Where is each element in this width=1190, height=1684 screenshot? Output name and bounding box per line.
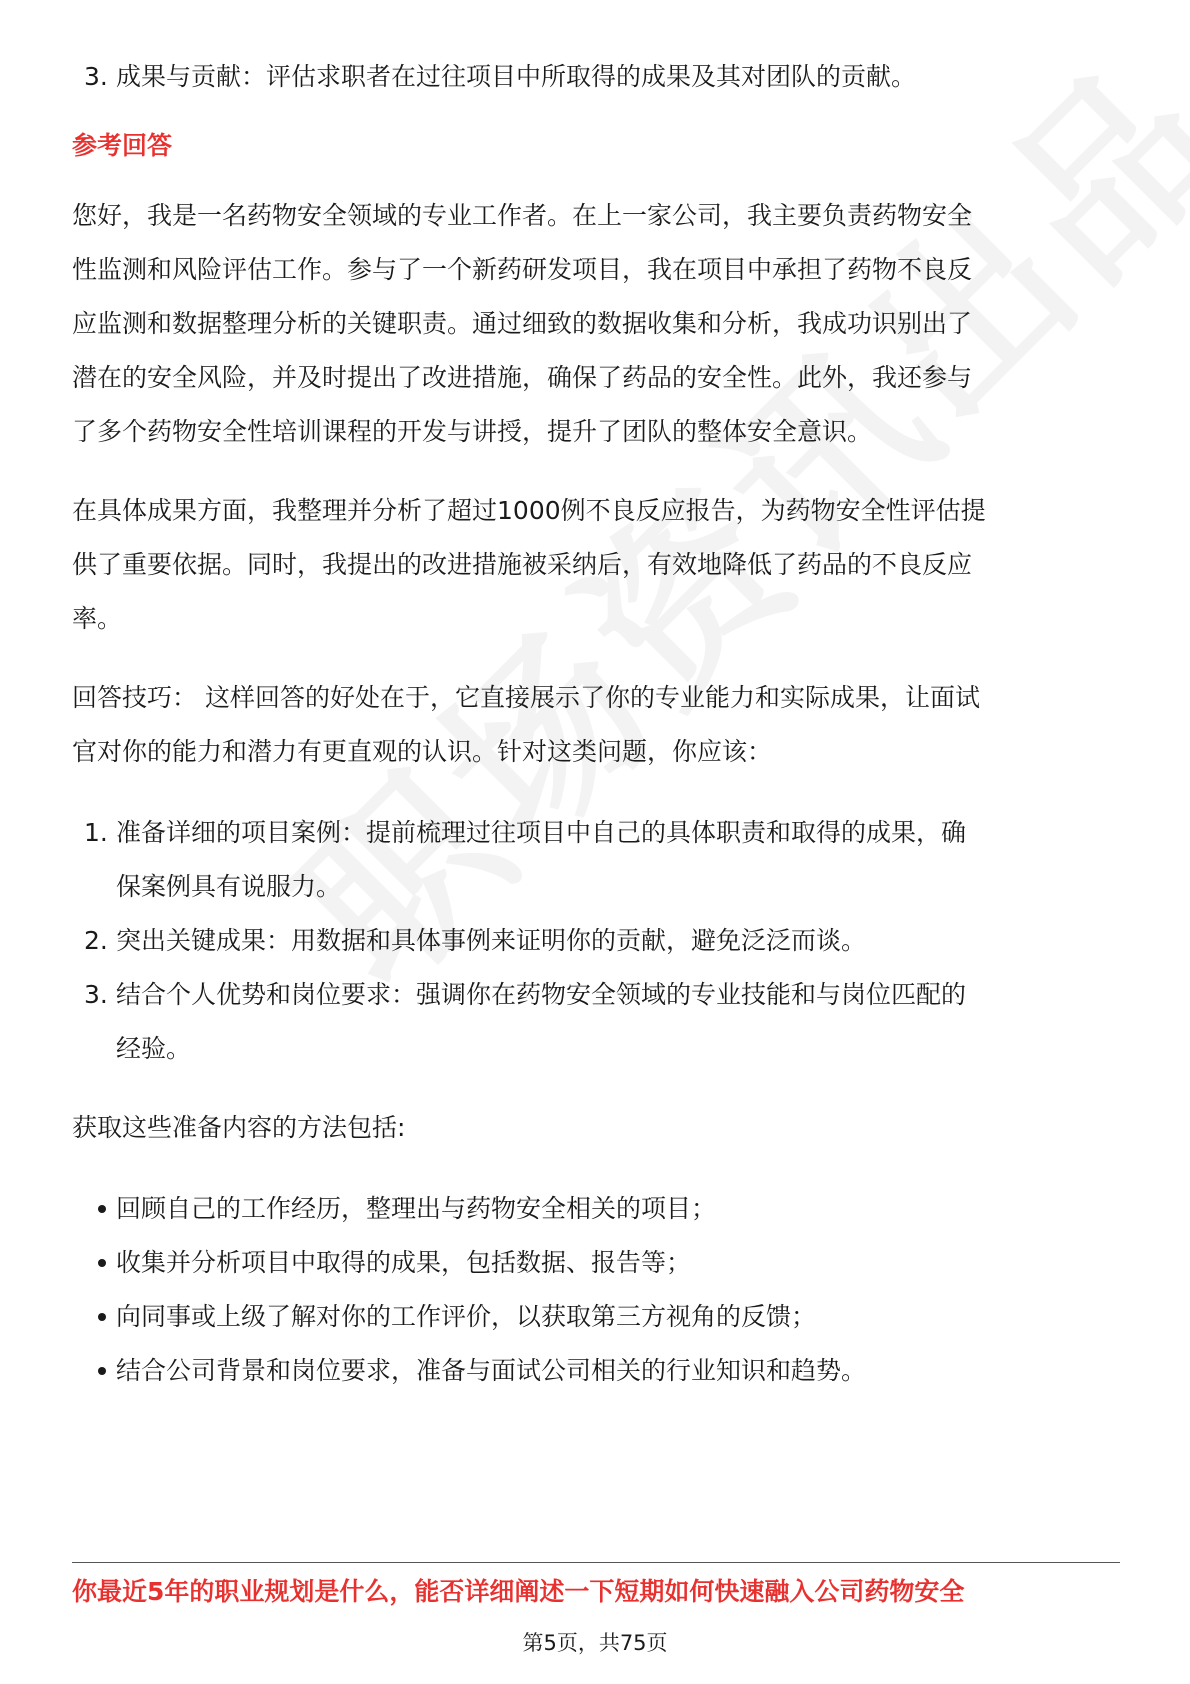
bullet-dot xyxy=(98,1205,106,1213)
answer-p2-line: 供了重要依据。同时，我提出的改进措施被采纳后，有效地降低了药品的不良反应 xyxy=(72,550,973,579)
tip-number: 2. xyxy=(84,926,108,955)
method-item: 向同事或上级了解对你的工作评价，以获取第三方视角的反馈； xyxy=(116,1302,817,1331)
tip-number: 1. xyxy=(84,818,108,847)
top-item-text: 成果与贡献：评估求职者在过往项目中所取得的成果及其对团队的贡献。 xyxy=(116,62,917,91)
next-question: 你最近5年的职业规划是什么，能否详细阐述一下短期如何快速融入公司药物安全 xyxy=(72,1577,965,1606)
answer-p2-line: 率。 xyxy=(72,604,123,633)
tip-number: 3. xyxy=(84,980,108,1009)
method-item: 结合公司背景和岗位要求，准备与面试公司相关的行业知识和趋势。 xyxy=(116,1356,867,1385)
top-item-number: 3. xyxy=(84,62,108,91)
bullet-dot xyxy=(98,1367,106,1375)
tip-line: 突出关键成果：用数据和具体事例来证明你的贡献，避免泛泛而谈。 xyxy=(116,926,867,955)
methods-intro: 获取这些准备内容的方法包括: xyxy=(72,1113,406,1142)
tip-line: 保案例具有说服力。 xyxy=(116,872,342,901)
answer-p1-line: 您好，我是一名药物安全领域的专业工作者。在上一家公司，我主要负责药物安全 xyxy=(72,201,973,230)
answer-p2-line: 在具体成果方面，我整理并分析了超过1000例不良反应报告，为药物安全性评估提 xyxy=(72,496,986,525)
answer-p1-line: 应监测和数据整理分析的关键职责。通过细致的数据收集和分析，我成功识别出了 xyxy=(72,309,973,338)
reference-answer-heading: 参考回答 xyxy=(72,131,173,160)
bullet-dot xyxy=(98,1259,106,1267)
answer-p1-line: 了多个药物安全性培训课程的开发与讲授，提升了团队的整体安全意识。 xyxy=(72,417,873,446)
answer-p1-line: 性监测和风险评估工作。参与了一个新药研发项目，我在项目中承担了药物不良反 xyxy=(72,255,973,284)
tip-line: 经验。 xyxy=(116,1034,192,1063)
bullet-dot xyxy=(98,1313,106,1321)
tip-line: 准备详细的项目案例：提前梳理过往项目中自己的具体职责和取得的成果，确 xyxy=(116,818,967,847)
tips-line: 官对你的能力和潜力有更直观的认识。针对这类问题，你应该： xyxy=(72,737,773,766)
answer-p1-line: 潜在的安全风险，并及时提出了改进措施，确保了药品的安全性。此外，我还参与 xyxy=(72,363,973,392)
method-item: 回顾自己的工作经历，整理出与药物安全相关的项目； xyxy=(116,1194,717,1223)
tip-line: 结合个人优势和岗位要求：强调你在药物安全领域的专业技能和与岗位匹配的 xyxy=(116,980,967,1009)
divider xyxy=(72,1562,1120,1563)
tips-line: 回答技巧： 这样回答的好处在于，它直接展示了你的专业能力和实际成果，让面试 xyxy=(72,683,980,712)
method-item: 收集并分析项目中取得的成果，包括数据、报告等； xyxy=(116,1248,692,1277)
page-footer: 第5页，共75页 xyxy=(522,1631,668,1655)
